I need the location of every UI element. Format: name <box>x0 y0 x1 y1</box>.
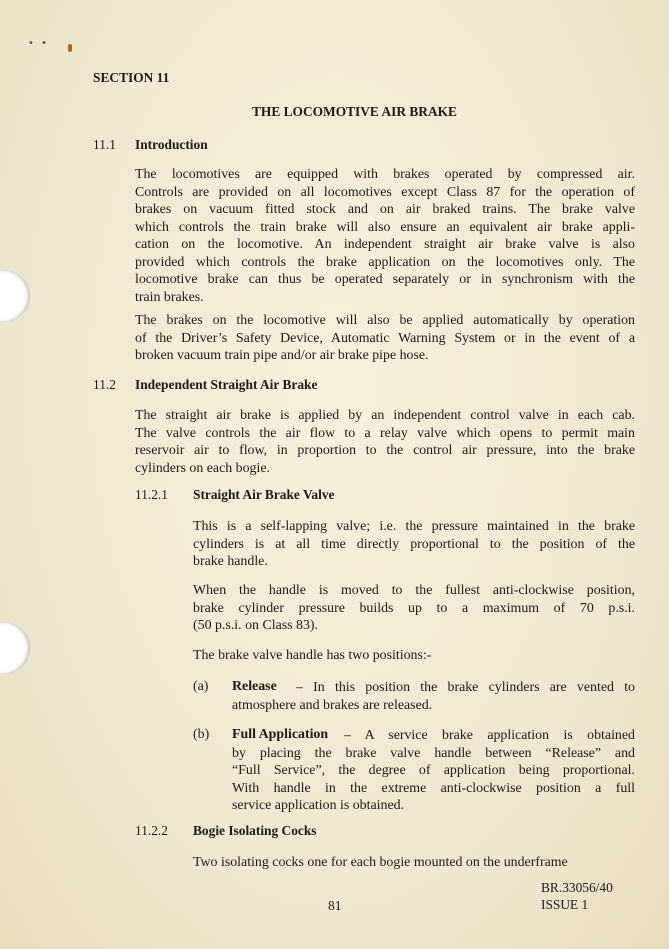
section-heading: Introduction <box>135 137 208 152</box>
paragraph: Two isolating cocks one for each bogie mounted on the underframe <box>193 855 568 870</box>
text-line: by placing the brake valve handle between “Release” and <box>232 745 635 761</box>
list-marker: (a) <box>193 679 209 694</box>
text-line: locomotive brake can thus be operated separately or in synchronism with the <box>135 272 635 287</box>
text-line: which controls the train brake will also ensure an equivalent air brake appli- <box>135 219 635 235</box>
section-number: 11.1 <box>93 137 116 152</box>
text-line: The valve controls the air flow to a relay valve which opens to permit main <box>135 425 635 441</box>
text-line: train brakes. <box>135 289 204 305</box>
binder-hole <box>0 270 30 322</box>
text-line: (50 p.s.i. on Class 83). <box>193 618 319 633</box>
text-line: service application is obtained. <box>232 798 405 813</box>
paragraph <box>193 518 635 571</box>
text-line: Controls are provided on all locomotives except Class 87 for the operation of <box>135 184 635 200</box>
text-line: cation on the locomotive. An independent straight air brake valve is also <box>135 237 635 252</box>
text-line: brake cylinder pressure builds up to a maximum of 70 p.s.i. <box>193 600 635 616</box>
section-number: 11.2 <box>93 377 116 392</box>
section-label: SECTION 11 <box>93 70 170 85</box>
paragraph <box>193 582 635 635</box>
list-item <box>232 679 635 714</box>
section-heading: Straight Air Brake Valve <box>193 487 335 502</box>
document-reference: BR.33056/40 <box>541 880 613 895</box>
issue-label: ISSUE 1 <box>541 897 589 912</box>
text-line: broken vacuum train pipe and/or air brake pipe hose. <box>135 348 429 363</box>
margin-marks: • • <box>28 38 49 49</box>
text-line: atmosphere and brakes are released. <box>232 697 433 713</box>
paragraph <box>135 407 635 477</box>
section-heading: Independent Straight Air Brake <box>135 377 318 392</box>
text-line: reservoir air to flow, in proportion to the control air pressure, into the brake <box>135 443 635 458</box>
text-line: This is a self-lapping valve; i.e. the pressure maintained in the brake <box>193 519 635 534</box>
text-line: provided which controls the brake application on the locomotives only. The <box>135 254 635 270</box>
text-line: cylinders is at all time directly proportional to the position of the <box>193 536 635 552</box>
list-marker: (b) <box>193 727 210 742</box>
paragraph <box>135 312 635 365</box>
section-number: 11.2.2 <box>135 823 168 838</box>
paragraph <box>135 166 635 306</box>
pin-mark <box>68 44 72 52</box>
list-term: Full Application <box>232 727 329 742</box>
text-line: cylinders on each bogie. <box>135 460 270 476</box>
text-line: – A service brake application is obtained <box>344 728 635 743</box>
text-line: The straight air brake is applied by an independent control valve in each cab. <box>135 408 635 423</box>
text-line: brakes on vacuum fitted stock and on air braked trains. The brake valve <box>135 202 635 217</box>
text-line: With handle in the extreme anti-clockwise position a full <box>232 780 635 796</box>
section-heading: Bogie Isolating Cocks <box>193 823 317 838</box>
list-term: Release <box>232 679 277 694</box>
paragraph: The brake valve handle has two positions:- <box>193 648 432 663</box>
list-item <box>232 727 635 815</box>
page-title: THE LOCOMOTIVE AIR BRAKE <box>252 104 457 119</box>
text-line: of the Driver’s Safety Device, Automatic Warning System or in the event of a <box>135 330 635 346</box>
text-line: The brakes on the locomotive will also be applied automatically by operation <box>135 313 635 328</box>
binder-hole <box>0 622 30 674</box>
text-line: The locomotives are equipped with brakes operated by compressed air. <box>135 167 635 182</box>
text-line: – In this position the brake cylinders are vented to <box>296 680 635 695</box>
text-line: brake handle. <box>193 554 268 569</box>
section-number: 11.2.1 <box>135 487 168 502</box>
text-line: When the handle is moved to the fullest anti-clockwise position, <box>193 583 635 598</box>
page-number: 81 <box>328 898 342 913</box>
text-line: “Full Service”, the degree of application being proportional. <box>232 763 635 778</box>
